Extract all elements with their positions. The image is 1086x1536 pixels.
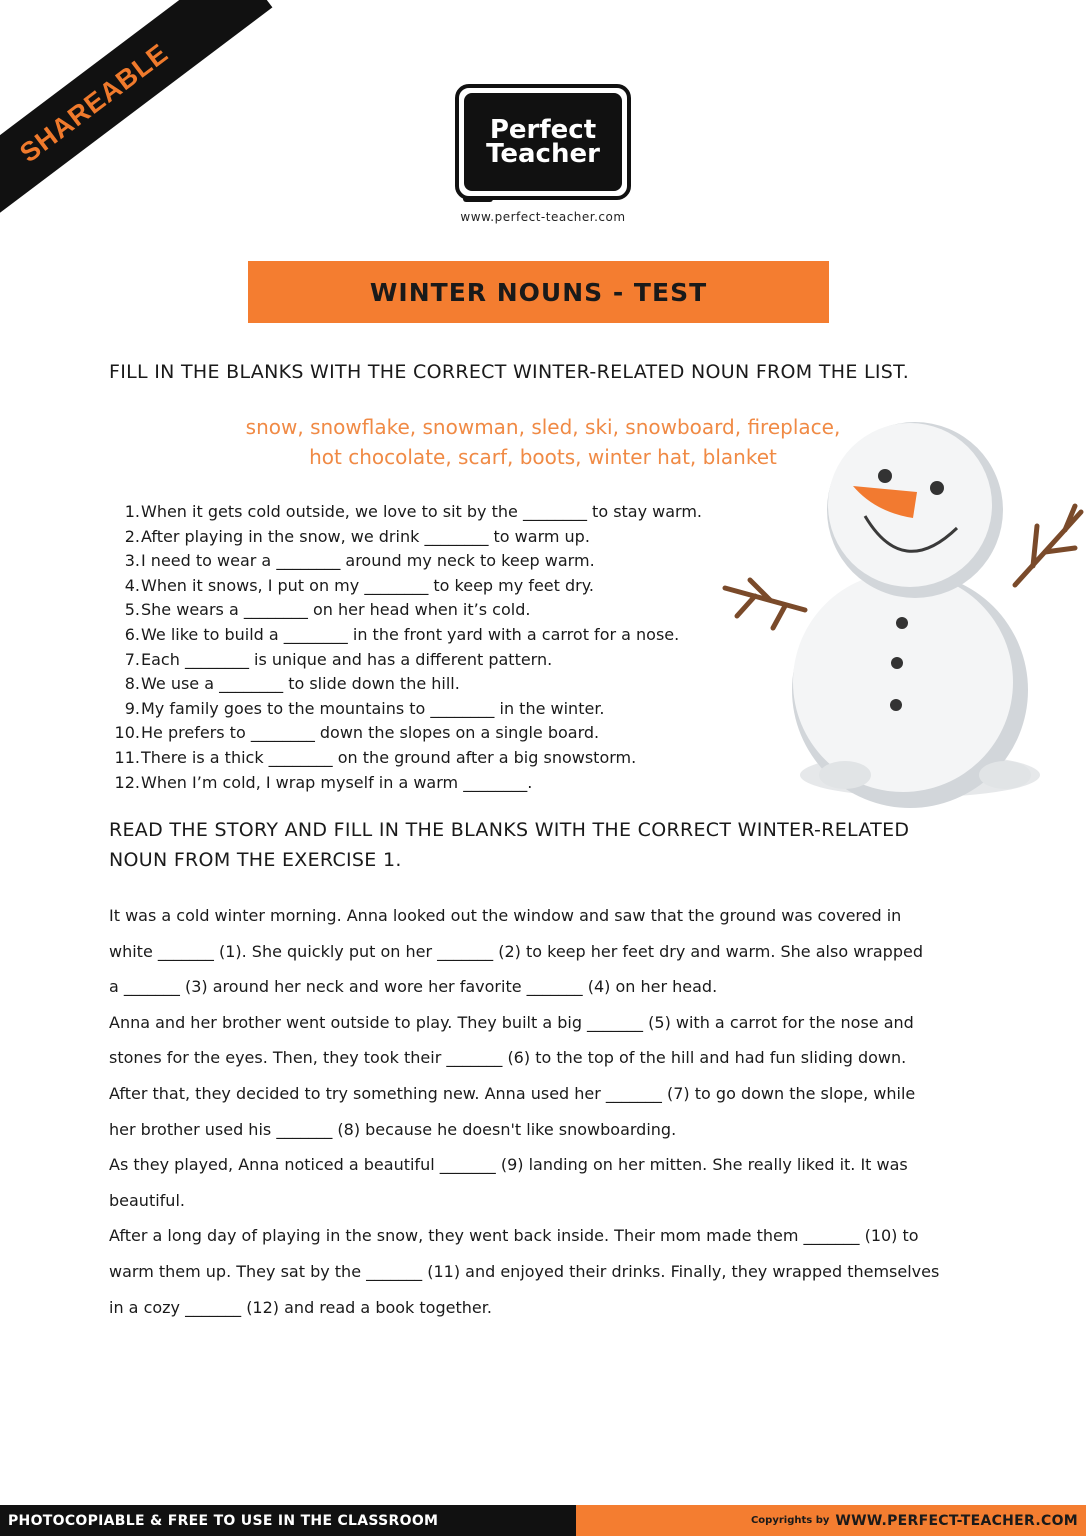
- exercise1-instruction: FILL IN THE BLANKS WITH THE CORRECT WINTER-RELATED NOUN FROM THE LIST.: [109, 361, 910, 383]
- story-line: After that, they decided to try something new. Anna used her _______ (7) to go down the slope, while: [109, 1083, 916, 1103]
- story-line: As they played, Anna noticed a beautiful _______ (9) landing on her mitten. She really liked it. It was: [109, 1155, 908, 1175]
- question-number: 7.: [124, 649, 140, 669]
- question-list: [110, 500, 702, 795]
- question-number: 10.: [114, 723, 140, 743]
- footer: [0, 1505, 1086, 1536]
- footer-site-link[interactable]: WWW.PERFECT-TEACHER.COM: [835, 1512, 1078, 1529]
- footer-license: PHOTOCOPIABLE & FREE TO USE IN THE CLASSROOM: [8, 1512, 439, 1529]
- question-text: We like to build a ________ in the front yard with a carrot for a nose.: [141, 624, 680, 644]
- question-number: 8.: [124, 674, 140, 694]
- question-number: 9.: [124, 698, 140, 718]
- logo-frame: [455, 84, 631, 200]
- question-item: [110, 598, 702, 623]
- story-line: beautiful.: [109, 1190, 185, 1210]
- question-text: When I’m cold, I wrap myself in a warm ________.: [141, 772, 533, 792]
- question-item: [110, 746, 702, 771]
- story-line: It was a cold winter morning. Anna looked out the window and saw that the ground was covered in: [109, 906, 902, 925]
- question-text: He prefers to ________ down the slopes on a single board.: [141, 723, 600, 743]
- question-text: I need to wear a ________ around my neck to keep warm.: [141, 551, 595, 571]
- page-title: WINTER NOUNS - TEST: [369, 277, 708, 307]
- question-number: 12.: [114, 772, 140, 792]
- logo-line2: Teacher: [486, 139, 600, 169]
- question-item: [110, 574, 702, 599]
- question-item: [110, 672, 702, 697]
- question-number: 2.: [124, 526, 140, 546]
- word-list-line2: hot chocolate, scarf, boots, winter hat, blanket: [309, 445, 777, 469]
- exercise2-instruction-line1: READ THE STORY AND FILL IN THE BLANKS WITH THE CORRECT WINTER-RELATED: [109, 819, 910, 841]
- logo-screen: [464, 93, 622, 191]
- story-text: [109, 898, 989, 1325]
- question-text: We use a ________ to slide down the hill.: [141, 674, 460, 694]
- word-list-line1: snow, snowflake, snowman, sled, ski, snowboard, fireplace,: [245, 415, 841, 439]
- question-item: [110, 771, 702, 796]
- logo: [455, 84, 631, 200]
- question-item: [110, 525, 702, 550]
- question-text: After playing in the snow, we drink ________ to warm up.: [141, 526, 590, 546]
- question-number: 3.: [124, 551, 140, 571]
- question-item: [110, 697, 702, 722]
- story-line: stones for the eyes. Then, they took their _______ (6) to the top of the hill and had fun sliding down.: [109, 1048, 907, 1068]
- question-text: When it snows, I put on my ________ to keep my feet dry.: [141, 575, 594, 595]
- exercise2-instruction-line2: NOUN FROM THE EXERCISE 1.: [109, 849, 402, 871]
- question-text: My family goes to the mountains to ________ in the winter.: [141, 698, 605, 718]
- logo-line1: Perfect: [489, 115, 597, 145]
- question-text: There is a thick ________ on the ground after a big snowstorm.: [141, 747, 637, 767]
- question-number: 5.: [124, 600, 140, 620]
- question-number: 11.: [114, 747, 140, 767]
- story-line: her brother used his _______ (8) because he doesn't like snowboarding.: [109, 1119, 677, 1139]
- question-text: Each ________ is unique and has a different pattern.: [141, 649, 553, 669]
- story-line: white _______ (1). She quickly put on her _______ (2) to keep her feet dry and warm. She also wrapped: [109, 941, 923, 961]
- shareable-ribbon: [0, 0, 300, 300]
- question-item: [110, 721, 702, 746]
- question-number: 6.: [124, 624, 140, 644]
- question-item: [110, 648, 702, 673]
- question-item: [110, 549, 702, 574]
- ribbon-band: [0, 0, 272, 224]
- ribbon-label: SHAREABLE: [14, 37, 174, 168]
- story-line: Anna and her brother went outside to play. They built a big _______ (5) with a carrot for the nose and: [109, 1012, 914, 1032]
- title-banner: [248, 261, 829, 323]
- question-text: When it gets cold outside, we love to sit by the ________ to stay warm.: [141, 502, 703, 521]
- logo-url: www.perfect-teacher.com: [460, 210, 626, 224]
- story-line: warm them up. They sat by the _______ (11) and enjoyed their drinks. Finally, they wrapped themselves: [109, 1261, 940, 1281]
- footer-copyright-label: Copyrights by: [750, 1515, 830, 1526]
- question-item: [110, 623, 702, 648]
- question-number: 4.: [124, 575, 140, 595]
- question-number: 1.: [124, 502, 140, 521]
- story-line: After a long day of playing in the snow, they went back inside. Their mom made them _______ (10) to: [109, 1226, 919, 1246]
- story-line: in a cozy _______ (12) and read a book together.: [109, 1297, 492, 1317]
- snowman-illustration: [715, 420, 1086, 810]
- question-text: She wears a ________ on her head when it’s cold.: [141, 600, 531, 620]
- logo-stand: [463, 196, 493, 202]
- question-item: [110, 500, 702, 525]
- footer-left: [0, 1505, 576, 1536]
- exercise2-instruction: [109, 815, 909, 875]
- story-line: a _______ (3) around her neck and wore her favorite _______ (4) on her head.: [109, 977, 718, 997]
- footer-right: [576, 1505, 1086, 1536]
